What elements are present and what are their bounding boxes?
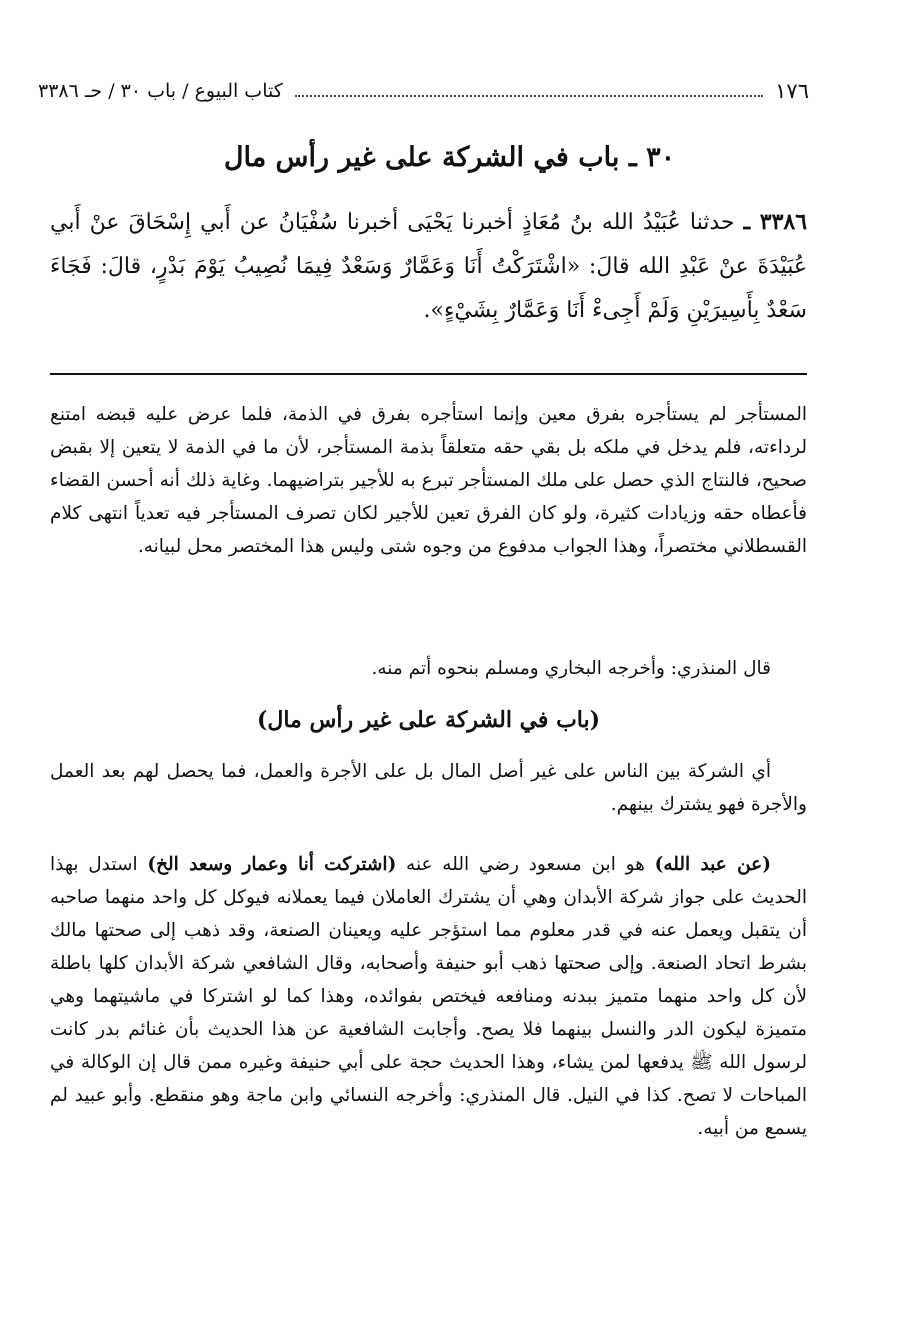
page-number: ١٧٦ xyxy=(775,79,809,103)
commentary-paragraph xyxy=(50,848,807,1145)
commentary-paragraph xyxy=(50,652,807,685)
dotted-leader xyxy=(295,95,763,97)
chapter-bab-label: باب xyxy=(578,142,620,173)
commentary-quote: (اشتركت أنا وعمار وسعد الخ) xyxy=(147,854,397,875)
commentary-lead: (عن عبد الله) xyxy=(654,854,771,875)
chapter-number: ٣٠ ـ xyxy=(628,142,676,173)
running-header xyxy=(38,74,809,108)
commentary-text: استدل بهذا الحديث على جواز شركة الأبدان وهي أن يشترك العاملان فيما يعملانه فيوكل كل واحد منهما صاحبه أن يتقبل ويعمل عنه في قدر معلوم مما استؤجر عليه ويعينان الصنعة، وقد ذهب إلى صحتها مالك بشرط اتحاد الصنعة. وإلى صحتها ذهب أبو حنيفة وأصحابه، وقال الشافعي شركة الأبدان كلها باطلة لأن كل واحد منهما متميز ببدنه ومنافعه فيختص بفوائده، وهذا كما لو اشتركا في ماشيتهما وهي متميزة ليكون الدر والنسل بينهما فلا يصح. وأجابت الشافعية عن هذا الحديث بأن غنائم بدر كانت لرسول الله ﷺ يدفعها لمن يشاء، وهذا الحديث حجة على أبي حنيفة وغيره ممن قال إن الوكالة في المباحات لا تصح. كذا في النيل. قال المنذري: وأخرجه النسائي وابن ماجة وهو منقطع. وأبو عبيد لم يسمع من أبيه. xyxy=(50,854,807,1139)
chapter-title-text: في الشركة على غير رأس مال xyxy=(223,142,569,173)
commentary-paragraph xyxy=(50,755,807,821)
hadith-number: ٣٣٨٦ ـ xyxy=(743,209,808,235)
hadith-body: حدثنا عُبَيْدُ الله بنُ مُعَاذٍ أخبرنا يَحْيَى أخبرنا سُفْيَانُ عن أَبي إِسْحَاقَ عنْ أَبي عُبَيْدَةَ عنْ عَبْدِ الله قالَ: «اشْتَرَكْتُ أَنَا وَعَمَّارٌ وَسَعْدٌ فِيمَا نُصِيبُ يَوْمَ بَدْرٍ، قالَ: فَجَاءَ سَعْدٌ بِأَسِيرَيْنِ وَلَمْ أَجِىءْ أَنَا وَعَمَّارٌ بِشَيْءٍ». xyxy=(50,210,807,323)
commentary-text: أي الشركة بين الناس على غير أصل المال بل على الأجرة والعمل، فما يحصل لهم بعد العمل والأجرة فهو يشترك بينهم. xyxy=(50,761,807,815)
commentary-text: المستأجر لم يستأجره بفرق معين وإنما استأجره بفرق في الذمة، فلما عرض عليه قبضه امتنع لرداءته، فلم يدخل في ملكه بل بقي حقه متعلقاً بذمة المستأجر، لأن ما في الذمة لا يتعين إلا بقبض صحيح، فالنتاج الذي حصل على ملك المستأجر تبرع به للأجير بتراضيهما. وغاية ذلك أنه أحسن القضاء فأعطاه حقه وزيادات كثيرة، ولو كان الفرق تعين للأجير لكان تصرف المستأجر فيه تعدياً انتهى كلام القسطلاني مختصراً، وهذا الجواب مدفوع من وجوه شتى وليس هذا المختصر محل لبيانه. xyxy=(50,404,807,557)
commentary-text: هو ابن مسعود رضي الله عنه xyxy=(406,854,645,875)
commentary-paragraph xyxy=(50,398,807,563)
footnote-divider xyxy=(50,373,807,375)
book-reference: كتاب البيوع / باب ٣٠ / حـ ٣٣٨٦ xyxy=(38,80,283,102)
hadith-text xyxy=(50,200,807,333)
section-heading: (باب في الشركة على غير رأس مال) xyxy=(256,707,601,733)
chapter-title xyxy=(40,138,859,178)
commentary-text: قال المنذري: وأخرجه البخاري ومسلم بنحوه أتم منه. xyxy=(371,658,771,679)
